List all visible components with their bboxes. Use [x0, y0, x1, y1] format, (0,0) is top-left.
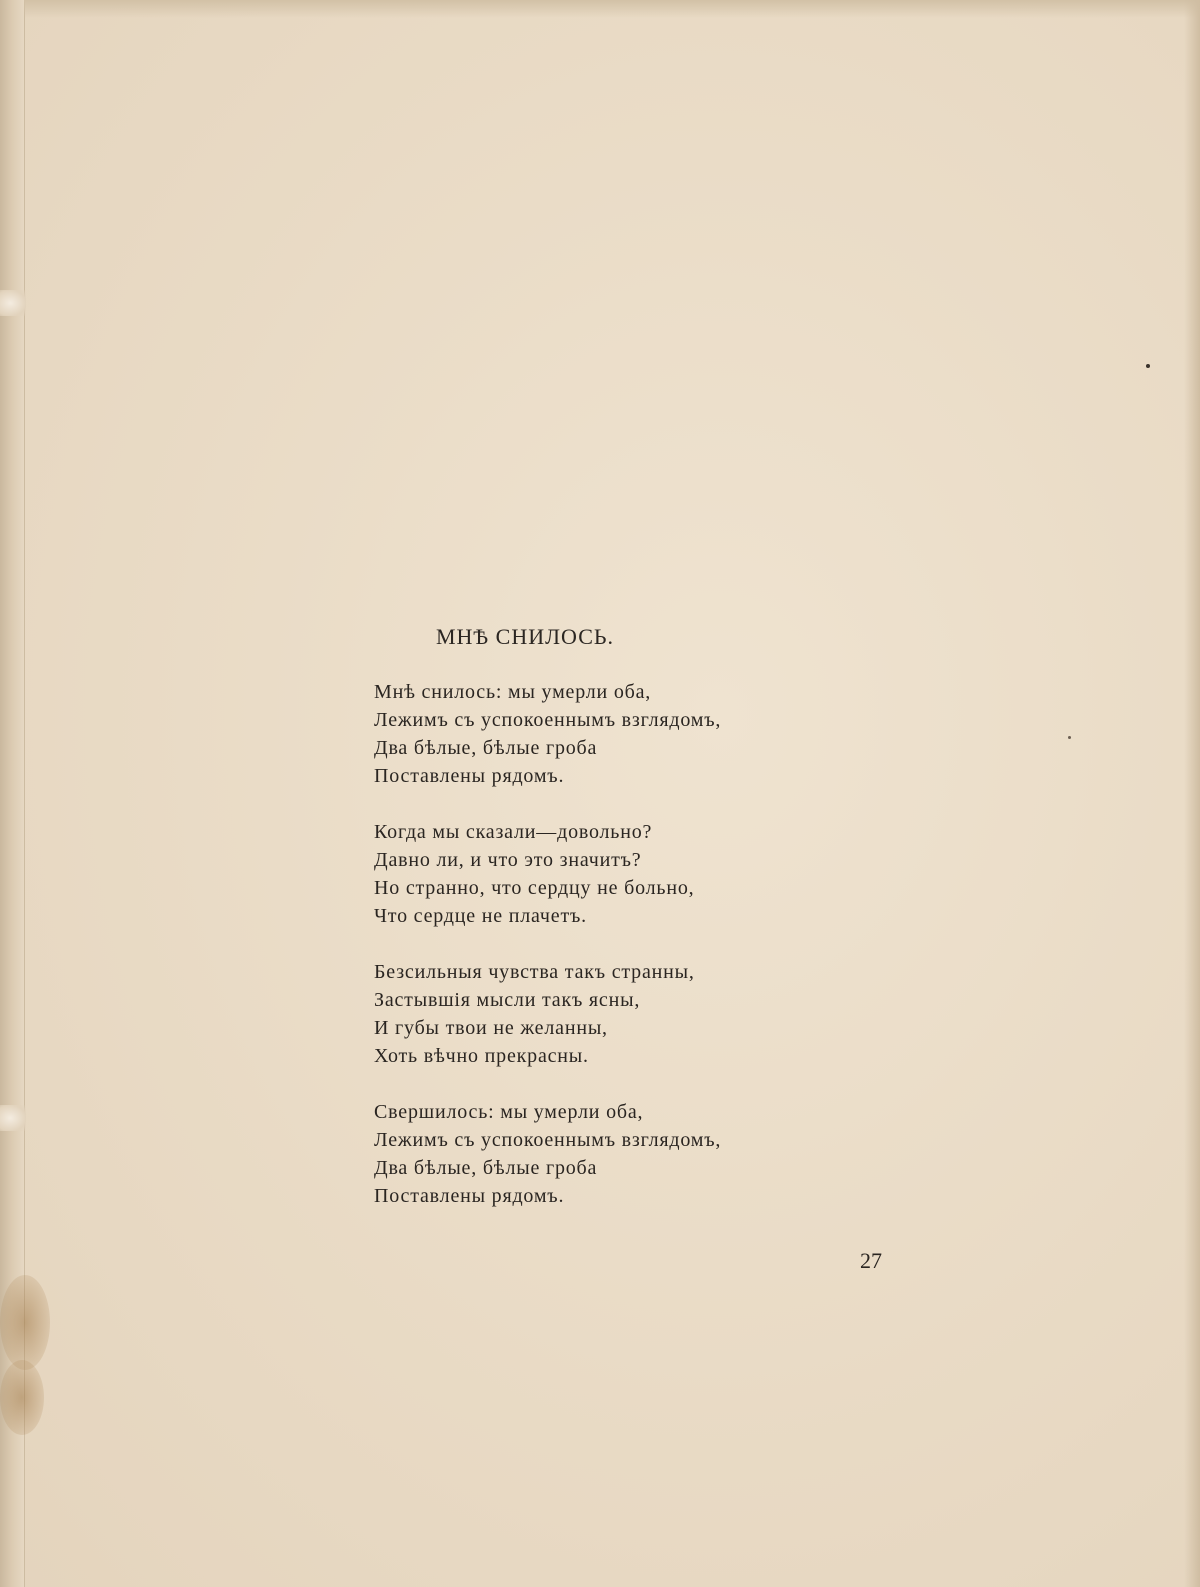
stanza-4	[374, 1098, 834, 1210]
page-number: 27	[860, 1248, 882, 1273]
stanza-3	[374, 958, 834, 1070]
paper-stain	[0, 1360, 44, 1435]
verse-line: Два бѣлые, бѣлые гроба	[374, 737, 598, 759]
verse-line: Поставлены рядомъ.	[374, 765, 565, 787]
stanza-2	[374, 818, 834, 930]
verse-line: Поставлены рядомъ.	[374, 1185, 565, 1207]
page-right-edge	[1184, 0, 1200, 1587]
verse-line: И губы твои не желанны,	[374, 1017, 608, 1039]
verse-line: Мнѣ снилось: мы умерли оба,	[374, 681, 652, 703]
page-top-edge	[24, 0, 1200, 18]
verse-line: Лежимъ съ успокоеннымъ взглядомъ,	[374, 709, 722, 731]
verse-line: Когда мы сказали—довольно?	[374, 821, 653, 843]
verse-line: Лежимъ съ успокоеннымъ взглядомъ,	[374, 1129, 722, 1151]
ink-speck	[1146, 364, 1150, 368]
binding-stitch	[0, 1105, 26, 1131]
binding-stitch	[0, 290, 26, 316]
verse-line: Но странно, что сердцу не больно,	[374, 877, 695, 899]
paper-stain	[0, 1275, 50, 1370]
ink-speck	[1068, 736, 1071, 739]
verse-line: Застывшія мысли такъ ясны,	[374, 989, 641, 1011]
poem-title: МНѢ СНИЛОСЬ.	[435, 624, 615, 649]
verse-line: Безсильныя чувства такъ странны,	[374, 961, 695, 983]
verse-line: Давно ли, и что это значитъ?	[374, 849, 642, 871]
stanza-1	[374, 678, 834, 790]
poem-body	[374, 678, 834, 1238]
verse-line: Хоть вѣчно прекрасны.	[374, 1045, 589, 1067]
verse-line: Два бѣлые, бѣлые гроба	[374, 1157, 598, 1179]
verse-line: Что сердце не плачетъ.	[374, 905, 587, 927]
verse-line: Свершилось: мы умерли оба,	[374, 1101, 644, 1123]
